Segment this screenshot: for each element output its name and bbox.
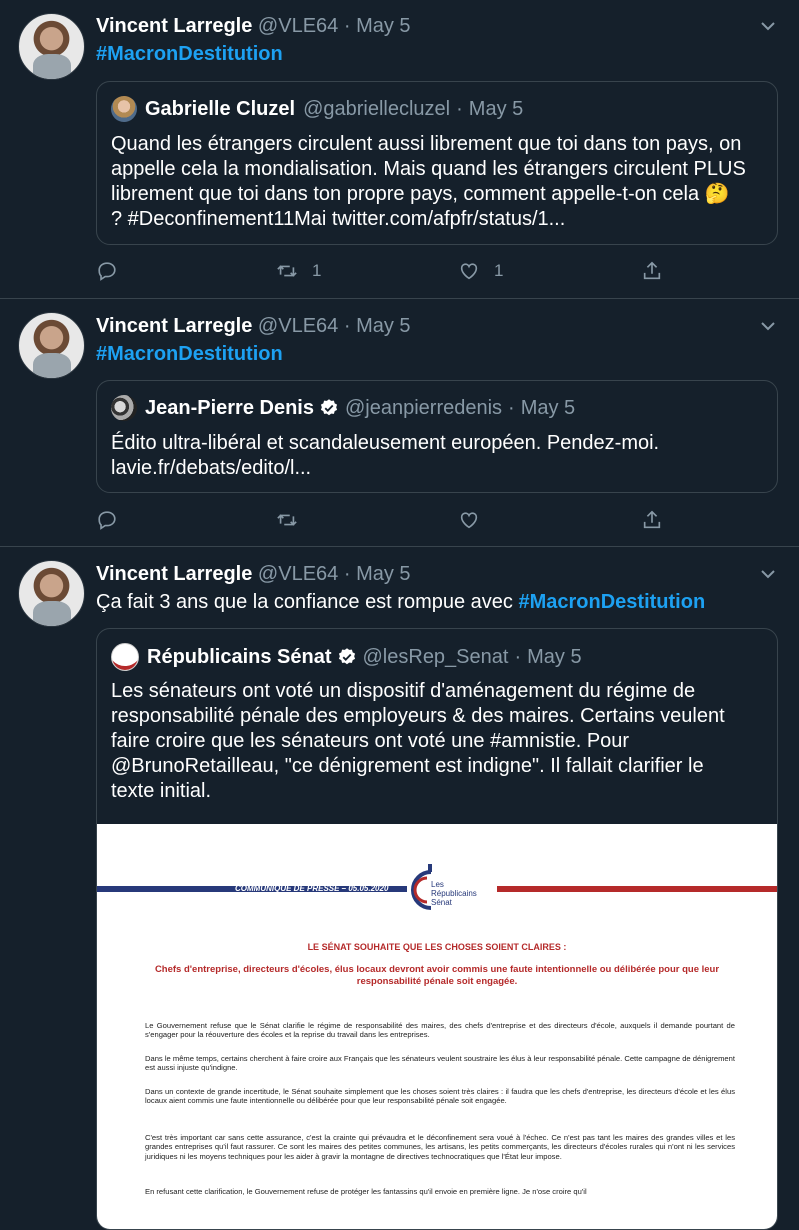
separator: · (508, 396, 515, 419)
tweet-2[interactable] (0, 299, 799, 546)
reply-button[interactable] (96, 509, 118, 531)
author-handle[interactable]: @VLE64 (257, 315, 339, 337)
share-icon (641, 509, 663, 531)
reply-icon (96, 509, 118, 531)
author-name[interactable]: Vincent Larregle (96, 315, 253, 337)
document-subheading: Chefs d'entreprise, directeurs d'écoles, élus locaux devront avoir commis une faute intentionnelle ou délibérée pour que leur responsabilité pénale soit engagée. (154, 964, 720, 987)
tweet-text (96, 43, 283, 66)
logo-line: Sénat (431, 898, 452, 907)
quoted-text-line: Quand les étrangers circulent aussi librement que toi dans ton pays, on (111, 133, 742, 155)
reply-button[interactable] (96, 260, 118, 282)
quoted-author-handle[interactable]: @jeanpierredenis (344, 396, 503, 419)
quoted-author-avatar[interactable] (111, 96, 137, 122)
tweet-3[interactable] (0, 547, 799, 1200)
tweet-text-content: Ça fait 3 ans que la confiance est rompue avec (96, 591, 519, 613)
quoted-link[interactable]: lavie.fr/debats/edito/l... (111, 457, 312, 479)
chevron-down-icon[interactable] (759, 317, 777, 335)
quoted-text-line: librement que toi dans ton propre pays, comment appelle-t-on cela 🤔 (111, 183, 730, 205)
tweet-header (96, 315, 411, 338)
separator: · (343, 563, 351, 585)
quoted-tweet[interactable] (96, 81, 778, 245)
like-button[interactable] (458, 260, 503, 282)
hashtag-link[interactable]: #MacronDestitution (518, 591, 706, 613)
share-button[interactable] (641, 509, 663, 531)
separator: · (514, 645, 522, 668)
quoted-text-line: Les sénateurs ont voté un dispositif d'aménagement du régime de (111, 680, 696, 702)
quoted-tweet-header (111, 643, 582, 671)
like-count: 1 (494, 261, 504, 280)
separator: · (343, 15, 351, 37)
logo-line: Républicains (431, 889, 477, 898)
share-icon (641, 260, 663, 282)
quoted-tweet-date[interactable]: May 5 (468, 97, 524, 120)
quoted-author-name[interactable]: Gabrielle Cluzel (145, 97, 296, 120)
author-avatar[interactable] (18, 312, 85, 379)
share-button[interactable] (641, 260, 663, 282)
verified-badge-icon (337, 647, 357, 667)
tweet-date[interactable]: May 5 (356, 315, 411, 337)
press-release-image[interactable] (97, 824, 777, 1230)
tweet-actions (96, 260, 676, 284)
quoted-tweet-text (111, 431, 763, 481)
quoted-author-name[interactable]: Républicains Sénat (147, 645, 332, 668)
retweet-icon (276, 509, 298, 531)
document-paragraph: C'est très important car sans cette assurance, c'est la crainte qui prévaudra et le déconfinement sera voué à l'échec. Ce n'est pas tant les maires des grandes villes et les grandes entreprises qu'il faut rassurer. Ce sont les maires des petites communes, les artisans, les petits commerçants, les directeurs d'écoles rurales qui n'ont ni les services juridiques ni les moyens techniques pour les aider à gravir la montagne de directives technocratiques que l'État leur impose. (145, 1133, 735, 1161)
quoted-author-avatar[interactable] (111, 395, 137, 421)
quoted-text-line: Édito ultra-libéral et scandaleusement européen. Pendez-moi. (111, 432, 660, 454)
quoted-text-line: texte initial. (111, 780, 212, 802)
logo-line: Les (431, 880, 444, 889)
logo-text (431, 880, 477, 907)
quoted-tweet-text (111, 132, 763, 232)
document-paragraph: En refusant cette clarification, le Gouvernement refuse de protéger les fantassins qu'il envoie en première ligne. Je n'ose croire qu'il (145, 1187, 587, 1196)
quoted-author-handle[interactable]: @gabriellecluzel (303, 97, 451, 120)
quoted-tweet-date[interactable]: May 5 (520, 396, 576, 419)
heart-icon (458, 509, 480, 531)
tweet-text (96, 343, 283, 366)
chevron-down-icon[interactable] (759, 17, 777, 35)
tweet-1[interactable] (0, 0, 799, 298)
author-handle[interactable]: @VLE64 (257, 15, 339, 37)
quoted-text-line: appelle cela la mondialisation. Mais quand les étrangers circulent PLUS (111, 158, 746, 180)
tweet-date[interactable]: May 5 (356, 15, 411, 37)
heart-icon (458, 260, 480, 282)
author-avatar[interactable] (18, 13, 85, 80)
quoted-tweet[interactable] (96, 628, 778, 1230)
quoted-author-avatar[interactable] (111, 643, 139, 671)
chevron-down-icon[interactable] (759, 565, 777, 583)
document-paragraph: Dans le même temps, certains cherchent à faire croire aux Français que les sénateurs veulent soustraire les élus à leur responsabilité pénale. Cette campagne de dénigrement est aussi injuste qu'indigne. (145, 1054, 735, 1073)
quoted-tweet-header (111, 96, 523, 122)
tweet-date[interactable]: May 5 (356, 563, 411, 585)
retweet-icon (276, 260, 298, 282)
quoted-text-line: ? #Deconfinement11Mai twitter.com/afpfr/status/1... (111, 208, 566, 230)
verified-badge-icon (319, 398, 339, 418)
tweet-header (96, 563, 411, 586)
quoted-tweet-header (111, 395, 575, 421)
quoted-tweet-text (111, 679, 763, 804)
author-name[interactable]: Vincent Larregle (96, 15, 253, 37)
quoted-text-line: faire croire que les sénateurs ont voté une #amnistie. Pour (111, 730, 630, 752)
quoted-text-line: @BrunoRetailleau, "ce dénigrement est indigne". Il fallait clarifier le (111, 755, 704, 777)
reply-icon (96, 260, 118, 282)
tweet-header (96, 15, 411, 38)
banner-bar-red (497, 886, 777, 892)
quoted-text-line: responsabilité pénale des employeurs & des maires. Certains veulent (111, 705, 725, 727)
banner-text: COMMUNIQUÉ DE PRESSE – 05.05.2020 (235, 884, 389, 893)
retweet-count: 1 (312, 261, 322, 280)
retweet-button[interactable] (276, 509, 298, 531)
separator: · (456, 97, 463, 120)
document-paragraph: Dans un contexte de grande incertitude, le Sénat souhaite simplement que les choses soient très claires : il faudra que les chefs d'entreprise, les directeurs d'école et les élus locaux aient commis une faute intentionnelle ou délibérée pour que leur responsabilité pénale soit engagée. (145, 1087, 735, 1106)
quoted-author-handle[interactable]: @lesRep_Senat (362, 645, 509, 668)
quoted-tweet-date[interactable]: May 5 (527, 645, 582, 668)
like-button[interactable] (458, 509, 480, 531)
separator: · (343, 315, 351, 337)
tweet-text (96, 591, 705, 614)
document-heading: LE SÉNAT SOUHAITE QUE LES CHOSES SOIENT CLAIRES : (307, 942, 567, 952)
quoted-author-name[interactable]: Jean-Pierre Denis (145, 396, 314, 419)
document-paragraph: Le Gouvernement refuse que le Sénat clarifie le régime de responsabilité des maires, des chefs d'entreprise et des directeurs d'école, auxquels il demande pourtant de s'engager pour la réouverture des écoles et la reprise du travail dans les entreprises. (145, 1021, 735, 1040)
author-avatar[interactable] (18, 560, 85, 627)
retweet-button[interactable] (276, 260, 321, 282)
author-handle[interactable]: @VLE64 (257, 563, 339, 585)
tweet-actions (96, 509, 676, 533)
quoted-tweet[interactable] (96, 380, 778, 493)
hashtag-link[interactable]: #MacronDestitution (96, 343, 283, 365)
author-name[interactable]: Vincent Larregle (96, 563, 253, 585)
hashtag-link[interactable]: #MacronDestitution (96, 43, 283, 65)
